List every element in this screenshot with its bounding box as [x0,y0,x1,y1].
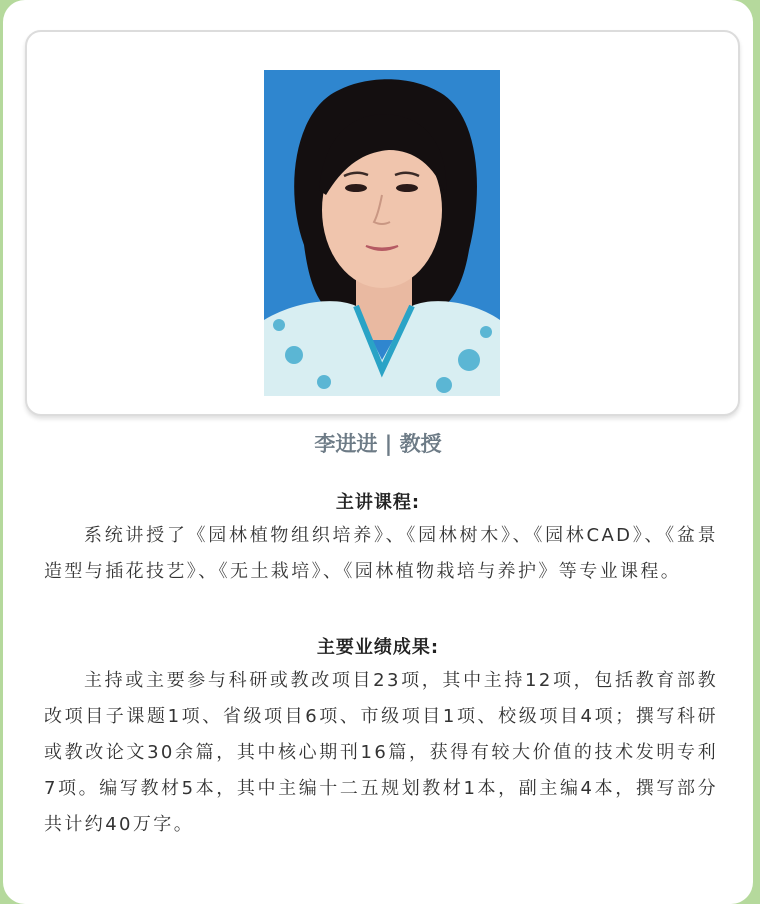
name-separator: | [384,432,393,456]
photo-frame [25,30,740,416]
achievements-text: 主持或主要参与科研或教改项目23项，其中主持12项，包括教育部教改项目子课题1项、省级项目6项、市级项目1项、校级项目4项；撰写科研或教改论文30余篇，其中核心期刊16篇，获得有较大价值的技术发明专利7项。编写教材5本，其中主编十二五规划教材1本，副主编4本，撰写部分共计约40万字。 [44,670,718,835]
profile-card [3,0,753,904]
courses-heading: 主讲课程: [335,492,421,513]
achievements-heading: 主要业绩成果: [316,637,440,658]
person-name: 李进进 [314,432,378,456]
courses-text: 系统讲授了《园林植物组织培养》、《园林树木》、《园林CAD》、《盆景造型与插花技艺》、《无土栽培》、《园林植物栽培与养护》等专业课程。 [44,525,718,582]
portrait-photo [264,70,500,396]
name-title-line [3,428,753,458]
academic-title: 教授 [399,432,442,456]
